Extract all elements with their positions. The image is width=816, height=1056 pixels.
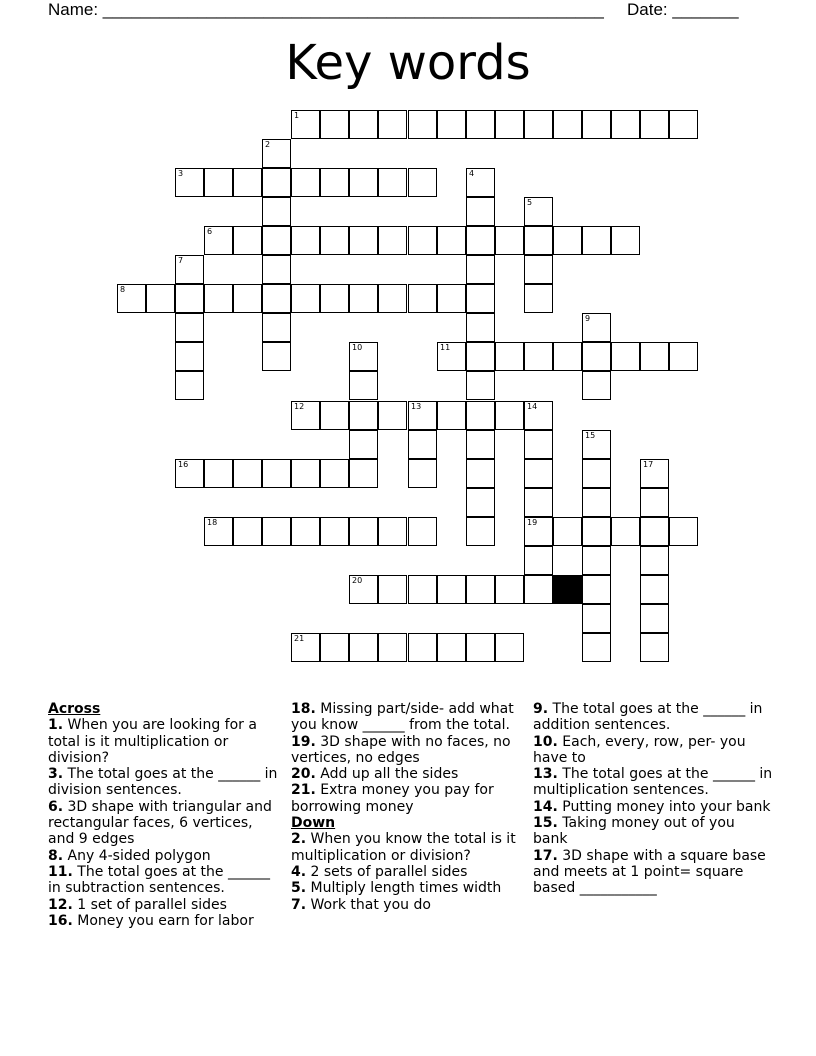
clue-text: Putting money into your bank: [562, 798, 771, 815]
grid-cell[interactable]: [175, 284, 204, 313]
clue-text: Work that you do: [310, 896, 431, 913]
grid-cell[interactable]: [233, 226, 262, 255]
grid-cell[interactable]: [553, 226, 582, 255]
grid-cell[interactable]: [582, 604, 611, 633]
grid-cell[interactable]: [262, 168, 291, 197]
clue: [291, 766, 527, 782]
grid-cell[interactable]: [408, 517, 437, 546]
clue-number: 1: [294, 111, 300, 120]
grid-cell[interactable]: [466, 575, 495, 604]
clue: [291, 831, 527, 864]
grid-cell[interactable]: [437, 110, 466, 139]
clue: [291, 782, 527, 815]
clue-number: 11: [440, 343, 451, 352]
clue-number: 3: [178, 169, 184, 178]
grid-cell[interactable]: [611, 110, 640, 139]
grid-cell[interactable]: [582, 342, 611, 371]
clue-number: 17: [643, 460, 654, 469]
grid-cell[interactable]: [582, 226, 611, 255]
clue-number-label: 11.: [48, 863, 73, 880]
grid-cell[interactable]: [408, 459, 437, 488]
clue-text: Taking money out of you bank: [533, 815, 735, 848]
clue-text: Each, every, row, per- you have to: [533, 733, 746, 766]
clue-section-heading: Across: [48, 701, 101, 717]
grid-cell[interactable]: [378, 633, 407, 662]
clue-number-label: 5.: [291, 880, 307, 897]
clue-text: 2 sets of parallel sides: [310, 863, 468, 880]
clue-number-label: 18.: [291, 701, 316, 717]
grid-cell[interactable]: [408, 401, 437, 430]
clue-text: 3D shape with a square base and meets at 1 point= square based ___________: [533, 847, 766, 897]
grid-cell[interactable]: [262, 197, 291, 226]
grid-cell[interactable]: [320, 226, 349, 255]
grid-cell[interactable]: [291, 633, 320, 662]
clue-text: 3D shape with triangular and rectangular faces, 6 vertices, and 9 edges: [48, 798, 272, 848]
grid-cell[interactable]: [349, 371, 378, 400]
grid-cell[interactable]: [466, 459, 495, 488]
grid-cell[interactable]: [262, 284, 291, 313]
grid-cell[interactable]: [204, 168, 233, 197]
grid-cell[interactable]: [466, 401, 495, 430]
grid-cell[interactable]: [640, 459, 669, 488]
grid-cell[interactable]: [291, 110, 320, 139]
grid-cell[interactable]: [408, 430, 437, 459]
grid-cell[interactable]: [640, 110, 669, 139]
grid-cell[interactable]: [640, 546, 669, 575]
clue-number: 5: [527, 198, 533, 207]
clue-text: 1 set of parallel sides: [77, 896, 227, 913]
grid-cell[interactable]: [204, 517, 233, 546]
grid-cell[interactable]: [640, 604, 669, 633]
grid-cell[interactable]: [378, 284, 407, 313]
grid-cell[interactable]: [408, 168, 437, 197]
clue: [48, 766, 280, 799]
grid-cell[interactable]: [582, 546, 611, 575]
grid-cell[interactable]: [320, 110, 349, 139]
clue: [533, 734, 773, 767]
clue-number-label: 4.: [291, 863, 307, 880]
grid-cell[interactable]: [524, 430, 553, 459]
grid-cell[interactable]: [175, 342, 204, 371]
grid-cell[interactable]: [611, 342, 640, 371]
grid-cell[interactable]: [320, 633, 349, 662]
grid-cell[interactable]: [349, 168, 378, 197]
grid-cell[interactable]: [640, 488, 669, 517]
grid-cell[interactable]: [582, 575, 611, 604]
clue: [533, 766, 773, 799]
grid-cell[interactable]: [495, 342, 524, 371]
grid-cell[interactable]: [582, 488, 611, 517]
grid-cell[interactable]: [262, 226, 291, 255]
clue-number-label: 7.: [291, 896, 307, 913]
grid-cell[interactable]: [349, 401, 378, 430]
clue-number-label: 1.: [48, 717, 64, 734]
clue: [291, 864, 527, 880]
clue-text: The total goes at the ______ in subtraction sentences.: [48, 863, 270, 897]
clue: [291, 734, 527, 767]
clue-number-label: 12.: [48, 896, 73, 913]
clue-number: 15: [585, 431, 596, 440]
grid-cell[interactable]: [291, 517, 320, 546]
grid-cell[interactable]: [524, 459, 553, 488]
grid-cell[interactable]: [378, 226, 407, 255]
grid-cell[interactable]: [233, 459, 262, 488]
clue: [291, 897, 527, 913]
grid-cell[interactable]: [582, 517, 611, 546]
grid-cell[interactable]: [320, 284, 349, 313]
grid-cell[interactable]: [524, 284, 553, 313]
grid-cell[interactable]: [437, 575, 466, 604]
clue: [291, 701, 527, 734]
grid-cell[interactable]: [378, 517, 407, 546]
grid-cell[interactable]: [349, 110, 378, 139]
grid-cell[interactable]: [175, 313, 204, 342]
grid-cell[interactable]: [466, 488, 495, 517]
grid-cell[interactable]: [466, 110, 495, 139]
clue-number-label: 17.: [533, 847, 558, 864]
clue: [48, 897, 280, 913]
grid-cell[interactable]: [466, 197, 495, 226]
grid-cell[interactable]: [466, 255, 495, 284]
grid-cell[interactable]: [553, 342, 582, 371]
grid-cell[interactable]: [349, 430, 378, 459]
grid-cell[interactable]: [524, 255, 553, 284]
grid-cell[interactable]: [320, 401, 349, 430]
grid-cell[interactable]: [233, 517, 262, 546]
grid-cell[interactable]: [378, 401, 407, 430]
grid-cell[interactable]: [175, 371, 204, 400]
clue: [48, 864, 280, 897]
clue: [533, 815, 773, 848]
clue-text: When you are looking for a total is it multiplication or division?: [48, 717, 257, 766]
grid-cell[interactable]: [524, 197, 553, 226]
grid-cell[interactable]: [669, 342, 698, 371]
clue-number-label: 16.: [48, 912, 73, 929]
clue-number-label: 14.: [533, 798, 558, 815]
clue-number: 20: [352, 576, 363, 585]
grid-cell[interactable]: [408, 633, 437, 662]
grid-cell[interactable]: [408, 284, 437, 313]
clue: [48, 848, 280, 864]
grid-cell[interactable]: [524, 575, 553, 604]
grid-cell[interactable]: [408, 575, 437, 604]
grid-cell[interactable]: [495, 633, 524, 662]
clue: [533, 799, 773, 815]
grid-cell[interactable]: [524, 342, 553, 371]
grid-cell[interactable]: [204, 459, 233, 488]
grid-cell[interactable]: [495, 226, 524, 255]
grid-cell[interactable]: [524, 488, 553, 517]
grid-cell[interactable]: [553, 110, 582, 139]
grid-cell[interactable]: [349, 342, 378, 371]
grid-cell[interactable]: [437, 226, 466, 255]
clue: [291, 880, 527, 896]
grid-cell[interactable]: [524, 546, 553, 575]
grid-cell[interactable]: [291, 401, 320, 430]
clue-text: The total goes at the ______ in division sentences.: [48, 766, 278, 799]
clue-number-label: 2.: [291, 831, 307, 848]
clue-text: When you know the total is it multiplication or division?: [291, 831, 516, 864]
grid-cell[interactable]: [582, 313, 611, 342]
grid-cell-black: [553, 575, 582, 604]
clue-number-label: 19.: [291, 733, 316, 750]
clue-number: 12: [294, 402, 305, 411]
clue-number-label: 9.: [533, 701, 549, 717]
grid-cell[interactable]: [262, 255, 291, 284]
grid-cell[interactable]: [466, 430, 495, 459]
grid-cell[interactable]: [349, 226, 378, 255]
grid-cell[interactable]: [437, 342, 466, 371]
grid-cell[interactable]: [582, 371, 611, 400]
grid-cell[interactable]: [495, 401, 524, 430]
grid-cell[interactable]: [524, 110, 553, 139]
grid-cell[interactable]: [640, 517, 669, 546]
clues-column-3: [533, 701, 773, 897]
grid-cell[interactable]: [262, 517, 291, 546]
clue-number: 2: [265, 140, 271, 149]
grid-cell[interactable]: [524, 401, 553, 430]
grid-cell[interactable]: [466, 226, 495, 255]
grid-cell[interactable]: [495, 575, 524, 604]
clue-section-heading: Down: [291, 815, 336, 832]
grid-cell[interactable]: [524, 226, 553, 255]
clue-number-label: 21.: [291, 782, 316, 799]
grid-cell[interactable]: [349, 575, 378, 604]
grid-cell[interactable]: [640, 342, 669, 371]
grid-cell[interactable]: [495, 110, 524, 139]
grid-cell[interactable]: [233, 168, 262, 197]
clue-number-label: 3.: [48, 766, 64, 783]
grid-cell[interactable]: [175, 168, 204, 197]
grid-cell[interactable]: [466, 168, 495, 197]
grid-cell[interactable]: [262, 342, 291, 371]
grid-cell[interactable]: [466, 371, 495, 400]
clue-number: 19: [527, 518, 538, 527]
grid-cell[interactable]: [582, 110, 611, 139]
grid-cell[interactable]: [378, 575, 407, 604]
grid-cell[interactable]: [146, 284, 175, 313]
grid-cell[interactable]: [349, 517, 378, 546]
clue: [48, 913, 280, 929]
clues-column-2: [291, 701, 527, 913]
grid-cell[interactable]: [349, 459, 378, 488]
grid-cell[interactable]: [669, 110, 698, 139]
grid-cell[interactable]: [611, 226, 640, 255]
clue-number: 4: [469, 169, 475, 178]
grid-cell[interactable]: [378, 168, 407, 197]
grid-cell[interactable]: [262, 459, 291, 488]
grid-cell[interactable]: [204, 226, 233, 255]
clue-number: 21: [294, 634, 305, 643]
grid-cell[interactable]: [611, 517, 640, 546]
grid-cell[interactable]: [437, 284, 466, 313]
clues-column-1: [48, 701, 280, 929]
clue-text: Multiply length times width: [310, 880, 502, 897]
clue-number: 7: [178, 256, 184, 265]
clue: [533, 701, 773, 734]
grid-cell[interactable]: [233, 284, 262, 313]
clue-number: 9: [585, 314, 591, 323]
grid-cell[interactable]: [640, 575, 669, 604]
grid-cell[interactable]: [349, 633, 378, 662]
clue-number: 10: [352, 343, 363, 352]
clue-number-label: 8.: [48, 847, 64, 864]
clue-text: Add up all the sides: [320, 766, 459, 783]
grid-cell[interactable]: [437, 633, 466, 662]
date-field[interactable]: Date: _______: [627, 0, 739, 19]
grid-cell[interactable]: [291, 168, 320, 197]
grid-cell[interactable]: [320, 459, 349, 488]
page-title: Key words: [285, 35, 531, 91]
grid-cell[interactable]: [408, 226, 437, 255]
grid-cell[interactable]: [291, 226, 320, 255]
grid-cell[interactable]: [582, 430, 611, 459]
clue-text: Money you earn for labor: [77, 912, 254, 929]
grid-cell[interactable]: [262, 313, 291, 342]
grid-cell[interactable]: [320, 517, 349, 546]
clue-text: The total goes at the ______ in multiplication sentences.: [533, 766, 773, 799]
grid-cell[interactable]: [320, 168, 349, 197]
clue-number: 6: [207, 227, 213, 236]
grid-cell[interactable]: [466, 313, 495, 342]
clue-number: 8: [120, 285, 126, 294]
grid-cell[interactable]: [349, 284, 378, 313]
grid-cell[interactable]: [553, 517, 582, 546]
grid-cell[interactable]: [291, 459, 320, 488]
clue-number-label: 15.: [533, 815, 558, 832]
grid-cell[interactable]: [378, 110, 407, 139]
grid-cell[interactable]: [466, 342, 495, 371]
clue-text: Extra money you pay for borrowing money: [291, 782, 494, 815]
clue-number: 14: [527, 402, 538, 411]
clue: [533, 848, 773, 897]
grid-cell[interactable]: [466, 517, 495, 546]
grid-cell[interactable]: [408, 110, 437, 139]
clue-number-label: 10.: [533, 733, 558, 750]
grid-cell[interactable]: [640, 633, 669, 662]
grid-cell[interactable]: [175, 255, 204, 284]
grid-cell[interactable]: [117, 284, 146, 313]
grid-cell[interactable]: [669, 517, 698, 546]
clue-number-label: 13.: [533, 766, 558, 783]
grid-cell[interactable]: [437, 401, 466, 430]
grid-cell[interactable]: [524, 517, 553, 546]
grid-cell[interactable]: [582, 633, 611, 662]
clue-number-label: 6.: [48, 798, 64, 815]
clue: [48, 799, 280, 848]
clue-number: 18: [207, 518, 218, 527]
clue-text: Any 4-sided polygon: [67, 847, 211, 864]
name-field[interactable]: Name: _____________________________________________________: [48, 0, 604, 19]
clue-number: 13: [411, 402, 422, 411]
clue-text: The total goes at the ______ in addition sentences.: [533, 701, 763, 734]
grid-cell[interactable]: [466, 284, 495, 313]
grid-cell[interactable]: [204, 284, 233, 313]
clue-number: 16: [178, 460, 189, 469]
grid-cell[interactable]: [175, 459, 204, 488]
grid-cell[interactable]: [262, 139, 291, 168]
grid-cell[interactable]: [582, 459, 611, 488]
clue: [48, 717, 280, 766]
clue-text: 3D shape with no faces, no vertices, no edges: [291, 733, 511, 766]
grid-cell[interactable]: [291, 284, 320, 313]
grid-cell[interactable]: [466, 633, 495, 662]
clue-text: Missing part/side- add what you know ______ from the total.: [291, 701, 514, 734]
clue-number-label: 20.: [291, 766, 316, 783]
